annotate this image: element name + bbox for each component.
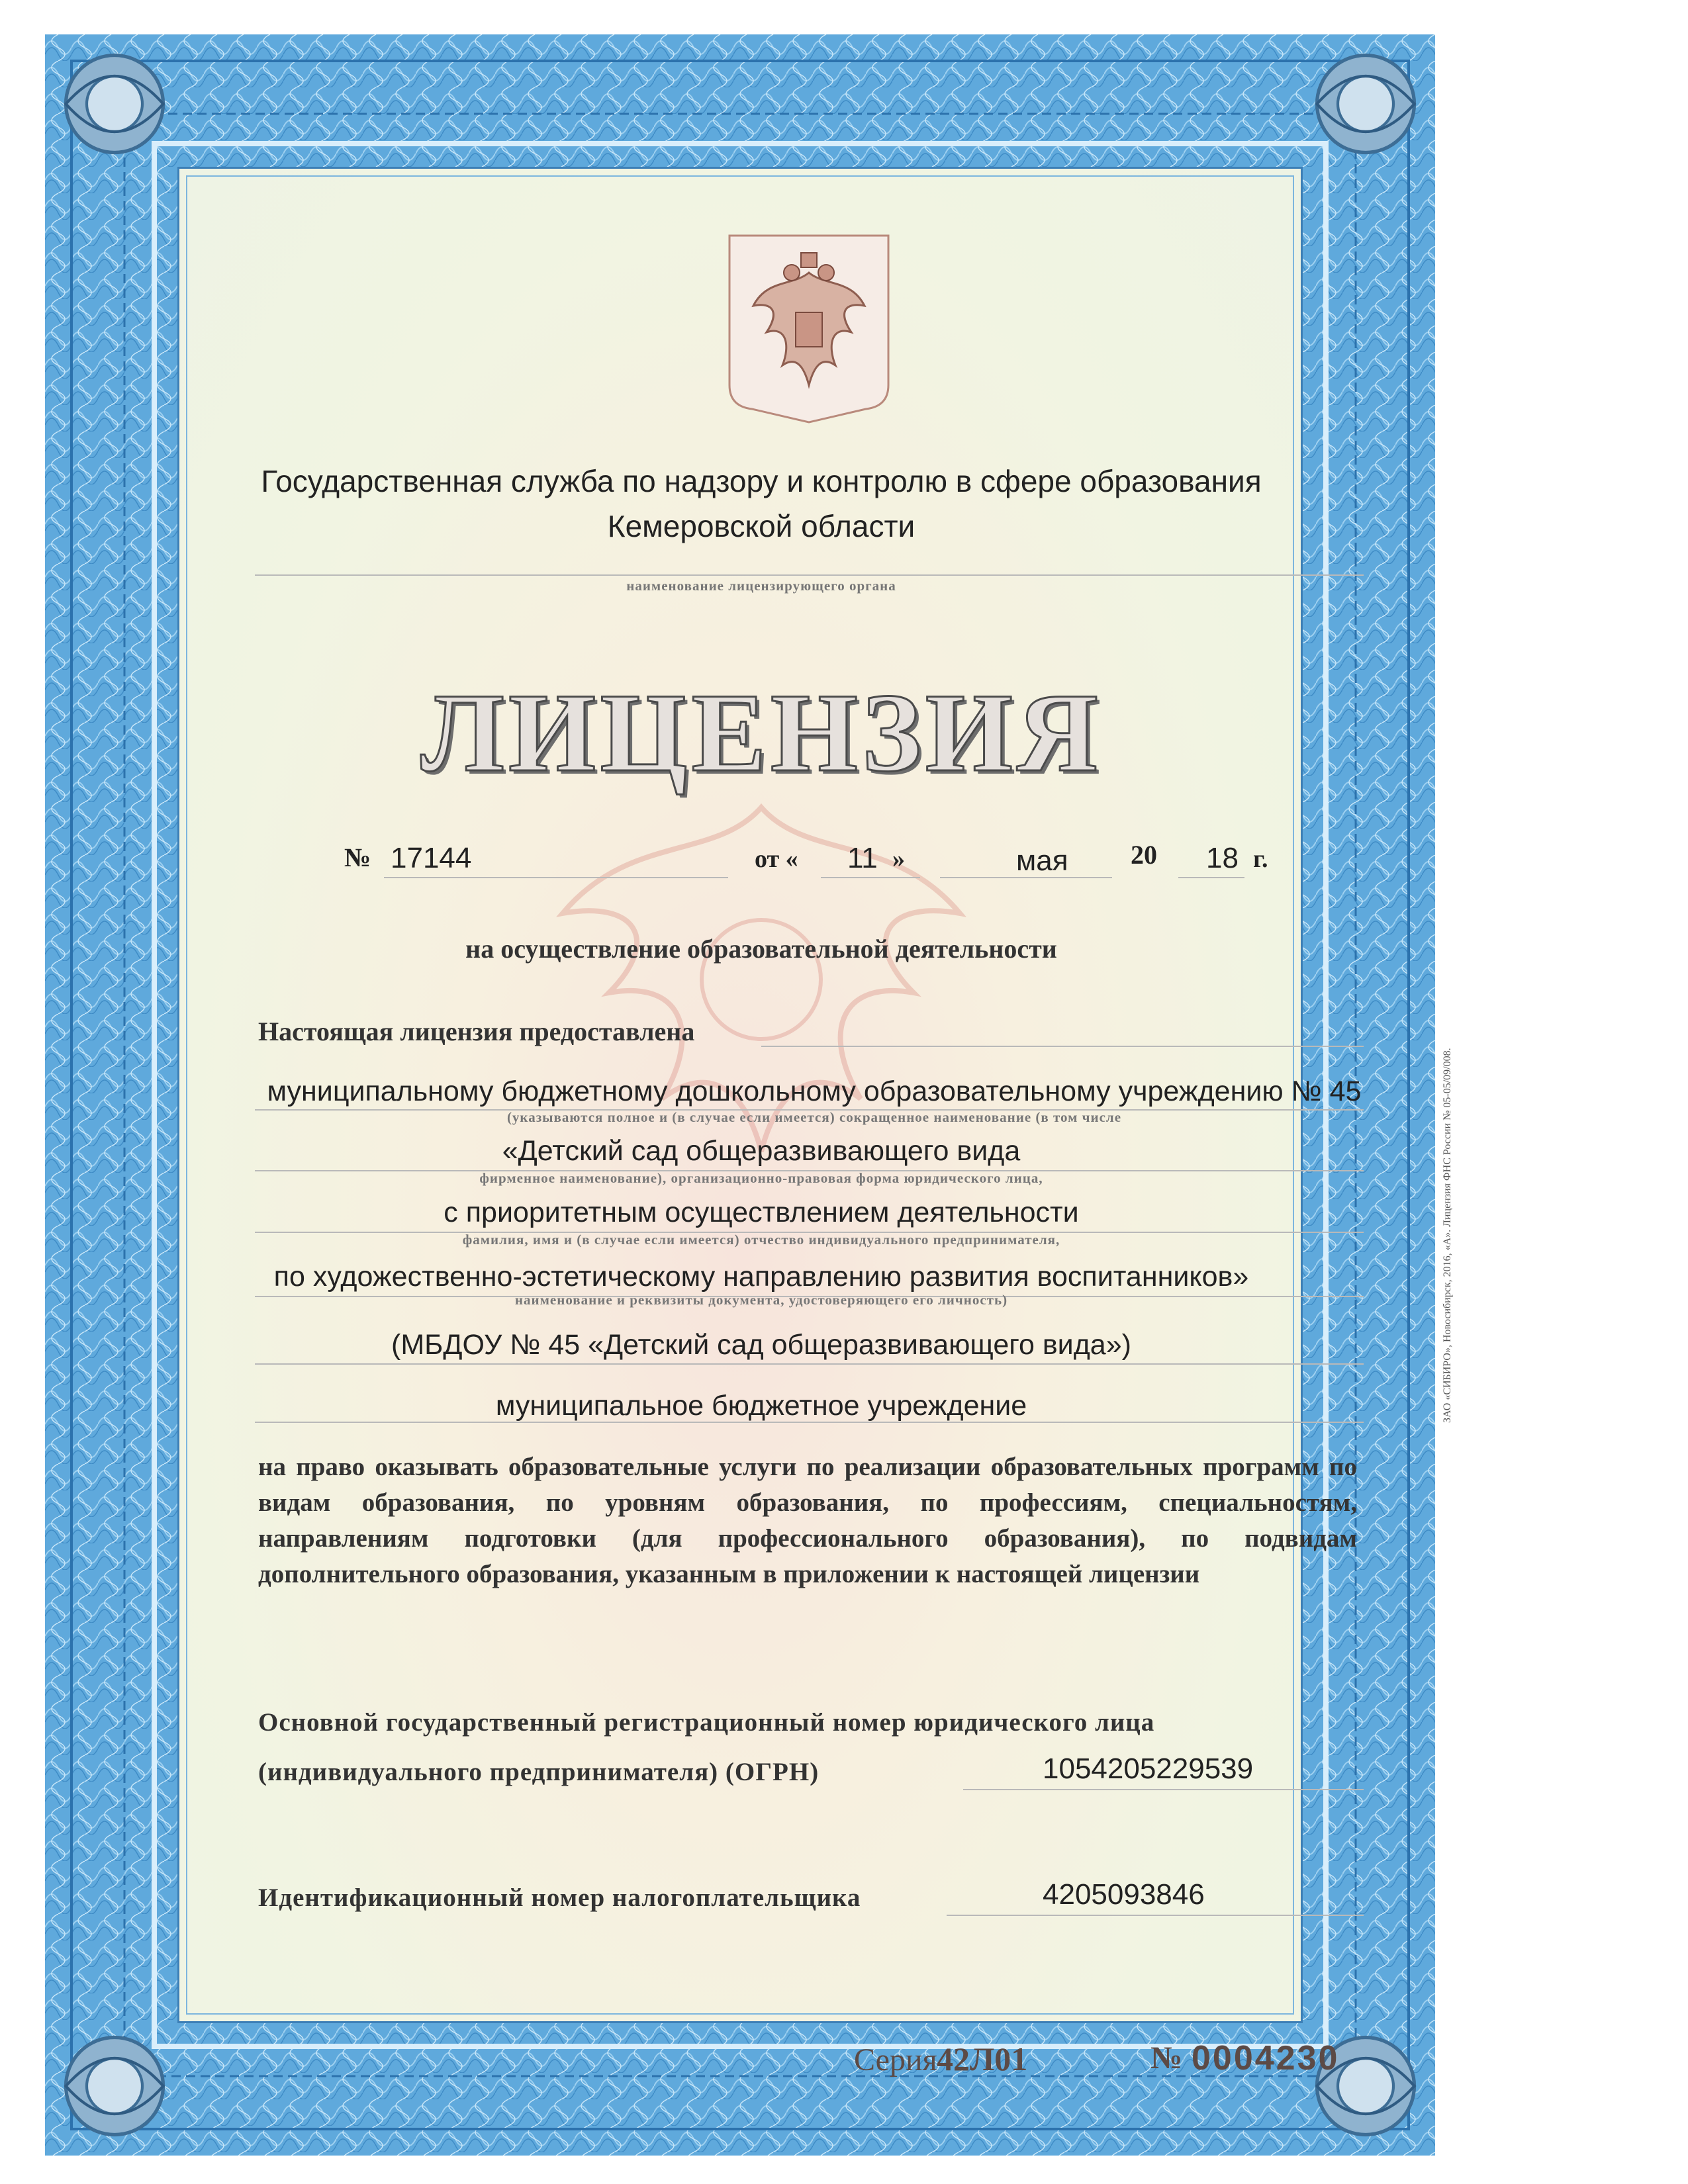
number-underline xyxy=(384,877,728,878)
year-underline xyxy=(1178,877,1244,878)
corner-ornament-icon xyxy=(1296,2017,1435,2156)
number-label: № xyxy=(344,842,371,872)
license-number: 17144 xyxy=(391,842,472,874)
granted-label: Настоящая лицензия предоставлена xyxy=(258,1017,695,1046)
licensee-caption4: наименование и реквизиты документа, удостоверяющего его личность) xyxy=(514,1292,1008,1308)
licensee-underline1 xyxy=(255,1109,1364,1111)
coat-of-arms-icon xyxy=(727,233,891,425)
date-from-label: от « xyxy=(755,845,798,873)
series-value: 42Л01 xyxy=(937,2040,1028,2077)
licensee-line1: муниципальному бюджетному дошкольному образовательному учреждению № 45 xyxy=(267,1075,1362,1107)
issue-day: 11 xyxy=(847,842,878,874)
corner-ornament-icon xyxy=(45,34,184,173)
inn-underline xyxy=(947,1915,1364,1916)
year-prefix: 20 xyxy=(1131,840,1157,870)
series-label: Серия xyxy=(854,2042,937,2077)
year-label: г. xyxy=(1253,845,1268,873)
corner-ornament-icon xyxy=(1296,34,1435,173)
licensee-underline5 xyxy=(255,1363,1364,1365)
corner-ornament-icon xyxy=(45,2017,184,2156)
licensee-caption2: фирменное наименование), организационно-правовая форма юридического лица, xyxy=(479,1170,1043,1186)
issue-year: 18 xyxy=(1206,842,1239,874)
document-title: ЛИЦЕНЗИЯ xyxy=(420,670,1102,795)
licensee-line3: с приоритетным осуществлением деятельности xyxy=(444,1197,1079,1228)
inn-value: 4205093846 xyxy=(1043,1878,1205,1911)
blank-number-label: № xyxy=(1150,2040,1183,2075)
ogrn-underline xyxy=(963,1789,1364,1790)
authority-caption: наименование лицензирующего органа xyxy=(626,578,896,594)
inn-label: Идентификационный номер налогоплательщика xyxy=(258,1884,861,1912)
ogrn-label-line1: Основной государственный регистрационный номер юридического лица xyxy=(258,1708,1155,1737)
license-rights-text: на право оказывать образовательные услуги по реализации образовательных программ по видам образования, по уровням образования, по профессиям, специальностям, направлениям подготовки (для профессионального образования), по подвидам дополнительного образования, указанным в приложении к настоящей лицензии xyxy=(258,1453,1357,1588)
day-underline xyxy=(821,877,920,878)
blank-number: 0004230 xyxy=(1192,2039,1340,2077)
licensee-caption1: (указываются полное и (в случае если имеется) сокращенное наименование (в том числе xyxy=(506,1109,1122,1125)
licensee-caption3: фамилия, имя и (в случае если имеется) отчество индивидуального предпринимателя, xyxy=(462,1232,1060,1248)
granted-underline xyxy=(761,1046,1364,1047)
printer-imprint: ЗАО «СИБИРО», Новосибирск, 2016, «А». Лицензия ФНС России № 05-05/09/008. xyxy=(1442,1048,1453,1423)
licensee-legal-form: муниципальное бюджетное учреждение xyxy=(495,1390,1027,1422)
issue-month: мая xyxy=(1016,844,1068,877)
authority-underline xyxy=(255,574,1364,576)
authority-name-line2: Кемеровской области xyxy=(607,509,915,543)
licensee-line4: по художественно-эстетическому направлению развития воспитанников» xyxy=(273,1261,1249,1293)
ogrn-value: 1054205229539 xyxy=(1043,1752,1254,1785)
licensee-underline6 xyxy=(255,1422,1364,1423)
ogrn-label-line2: (индивидуального предпринимателя) (ОГРН) xyxy=(258,1758,820,1786)
authority-name-line1: Государственная служба по надзору и контролю в сфере образования xyxy=(261,464,1262,498)
month-underline xyxy=(940,877,1112,878)
licensee-short-name: (МБДОУ № 45 «Детский сад общеразвивающего вида») xyxy=(391,1329,1131,1361)
licensee-line2: «Детский сад общеразвивающего вида xyxy=(502,1135,1021,1167)
day-close-quote: » xyxy=(892,845,905,873)
license-purpose: на осуществление образовательной деятельности xyxy=(465,934,1057,964)
